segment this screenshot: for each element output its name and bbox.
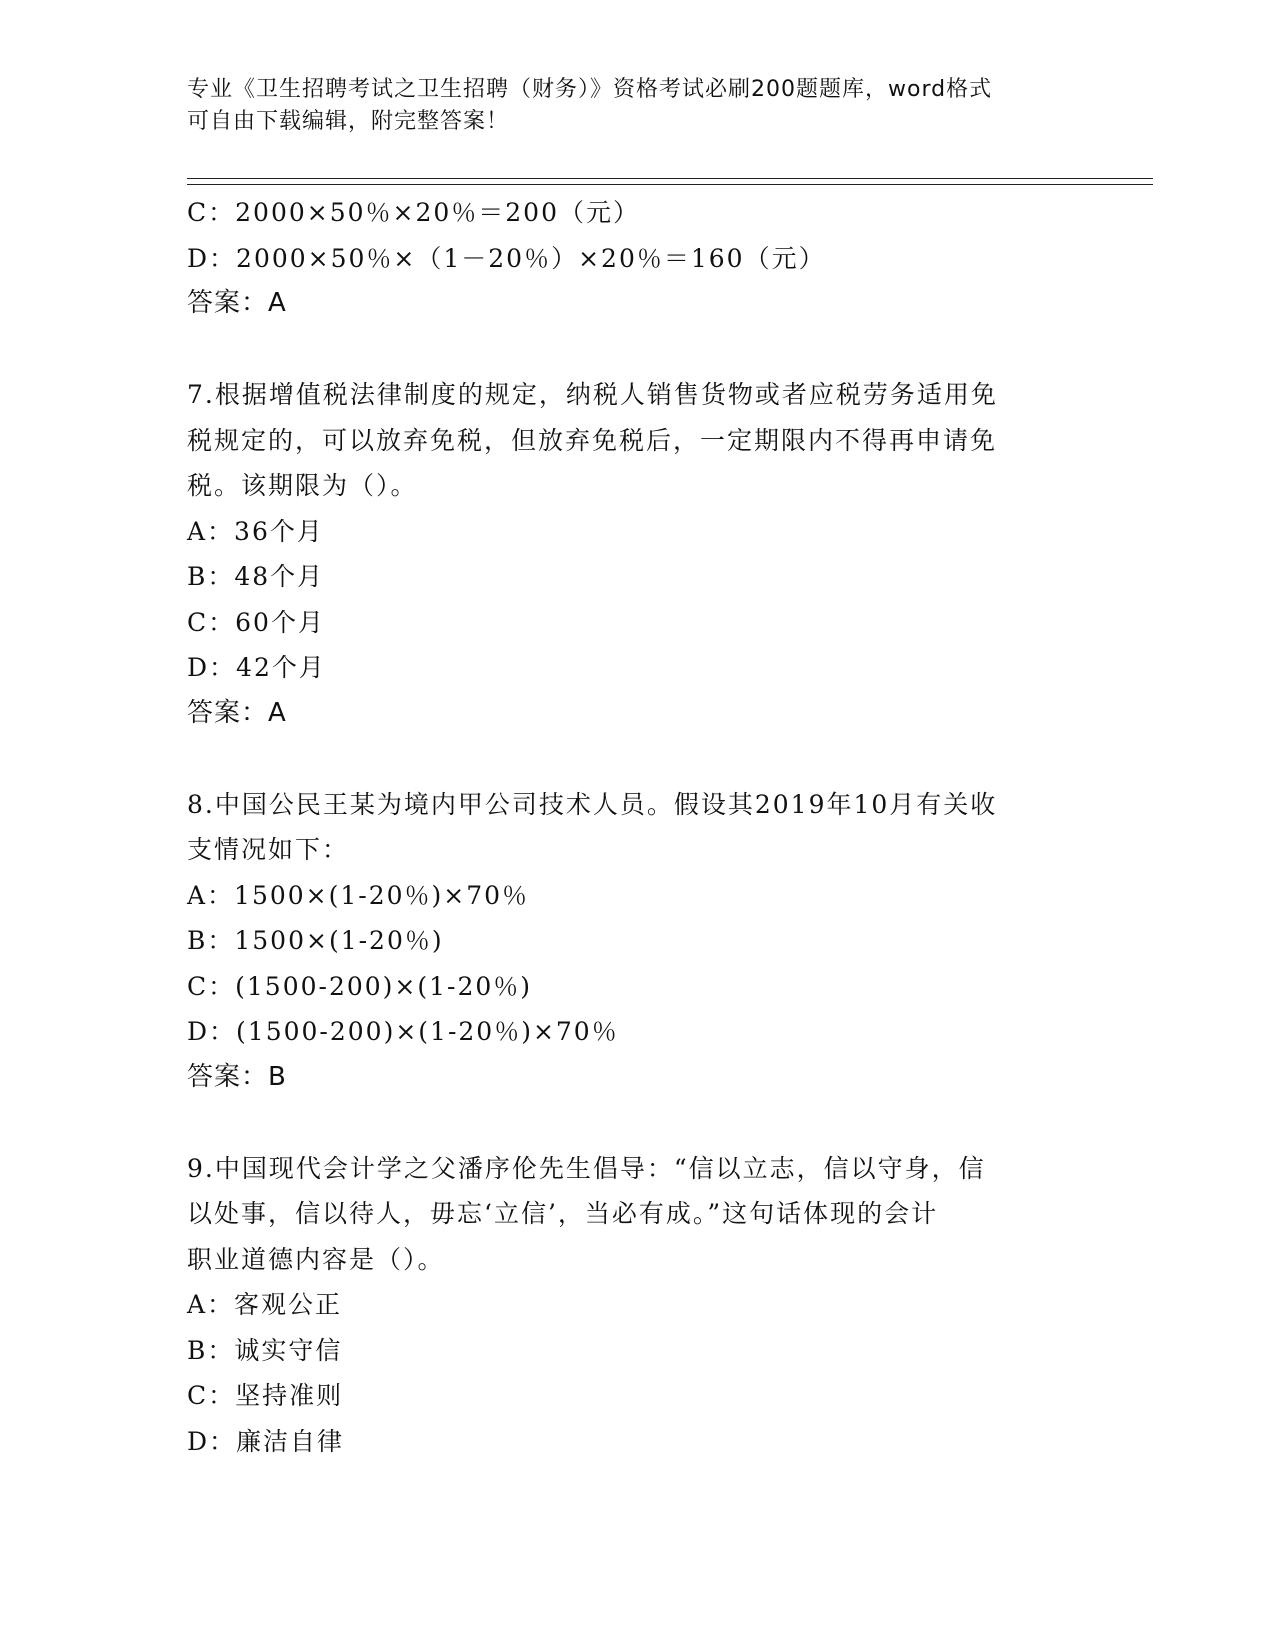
question-9 bbox=[187, 1146, 1087, 1465]
question-stem-line: 职业道德内容是（）。 bbox=[187, 1244, 445, 1274]
question-stem-line: 税规定的，可以放弃免税，但放弃免税后，一定期限内不得再申请免 bbox=[187, 425, 998, 455]
answer: 答案：A bbox=[187, 697, 287, 728]
question-8 bbox=[187, 782, 1087, 1101]
option-a: A：客观公正 bbox=[187, 1290, 343, 1319]
question-stem-line: 7.根据增值税法律制度的规定，纳税人销售货物或者应税劳务适用免 bbox=[187, 380, 998, 409]
question-stem-line: 支情况如下： bbox=[187, 835, 350, 864]
option-b: B：诚实守信 bbox=[187, 1335, 343, 1365]
document-header bbox=[187, 74, 1067, 138]
option-c: C：(1500-200)×(1-20％) bbox=[187, 971, 533, 1001]
option-b: B：48个月 bbox=[187, 562, 325, 591]
option-d: D：廉洁自律 bbox=[187, 1426, 345, 1456]
answer: 答案：B bbox=[187, 1061, 287, 1092]
option-c: C：2000×50％×20％＝200（元） bbox=[187, 198, 640, 227]
document-body bbox=[187, 190, 1087, 1464]
option-b: B：1500×(1-20％) bbox=[187, 926, 444, 955]
option-c: C：坚持准则 bbox=[187, 1381, 344, 1410]
option-d: D：(1500-200)×(1-20％)×70％ bbox=[187, 1017, 619, 1046]
header-line-2: 可自由下载编辑，附完整答案！ bbox=[187, 109, 510, 134]
option-a: A：1500×(1-20％)×70％ bbox=[187, 880, 530, 910]
question-stem-line: 以处事，信以待人，毋忘‘立信’，当必有成。”这句话体现的会计 bbox=[187, 1199, 939, 1228]
question-stem-line: 9.中国现代会计学之父潘序伦先生倡导：“信以立志，信以守身，信 bbox=[187, 1153, 986, 1183]
question-stem-line: 税。该期限为（）。 bbox=[187, 471, 418, 500]
option-d: D：42个月 bbox=[187, 653, 326, 682]
question-7 bbox=[187, 372, 1087, 736]
option-c: C：60个月 bbox=[187, 607, 325, 637]
prev-question bbox=[187, 190, 1087, 327]
answer: 答案：A bbox=[187, 288, 287, 318]
header-divider bbox=[187, 178, 1153, 185]
option-d: D：2000×50％×（1－20％）×20％＝160（元） bbox=[187, 243, 826, 273]
question-stem-line: 8.中国公民王某为境内甲公司技术人员。假设其2019年10月有关收 bbox=[187, 789, 998, 819]
header-line-1: 专业《卫生招聘考试之卫生招聘（财务）》资格考试必刷200题题库，word格式 bbox=[187, 77, 993, 102]
option-a: A：36个月 bbox=[187, 516, 324, 546]
